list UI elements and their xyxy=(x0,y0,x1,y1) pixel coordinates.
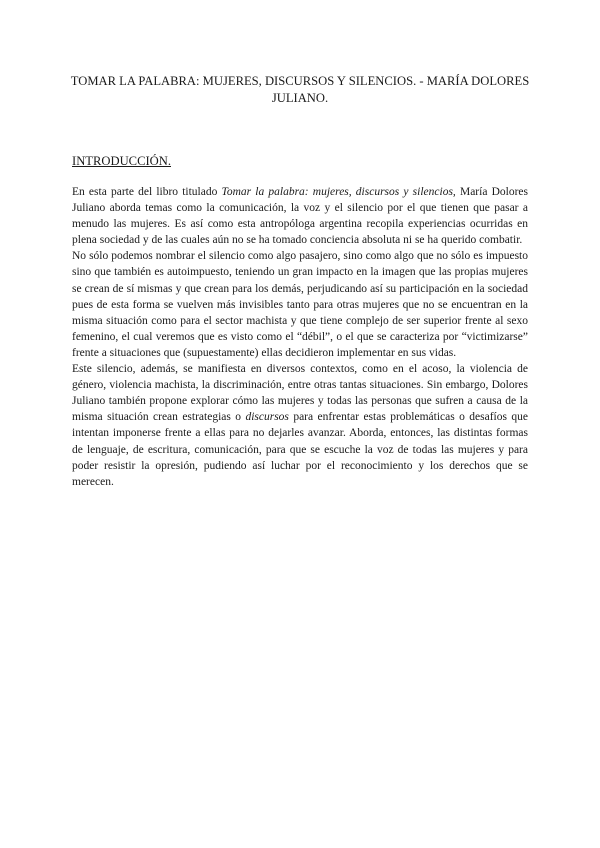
section-heading-introduccion: INTRODUCCIÓN. xyxy=(72,154,171,168)
paragraph-3-text-start: Este silencio, además, se manifiesta en diversos contextos, como en el acoso, la violencia de género, violencia machista, la discriminación, entre otras tantas situaciones. Sin embargo, Dolores Juliano también propone explorar cómo las mujeres y todas las personas que sufren a causa de la misma situación crean estrategias o xyxy=(72,363,528,424)
book-title-italic: Tomar la palabra: mujeres, discursos y silencios, xyxy=(221,186,456,198)
paragraph-1-text-end: María Dolores Juliano aborda temas como la comunicación, la voz y el silencio por el que tienen que pasar a menudo las mujeres. Es así como esta antropóloga argentina recopila experiencias ocurridas en plena sociedad y de las cuales aún no se ha tomado conciencia absoluta ni se ha querido combatir. xyxy=(72,186,528,247)
document-title: TOMAR LA PALABRA: MUJERES, DISCURSOS Y SILENCIOS. - MARÍA DOLORES JULIANO. xyxy=(70,74,530,105)
paragraph-3-text-end: para enfrentar estas problemáticas o desafíos que intentan imponerse frente a ellas para no dejarles avanzar. Aborda, entonces, las distintas formas de lenguaje, de escritura, comunicación, para que se escuche la voz de todas las mujeres y para poder resistir la opresión, pudiendo así luchar por el reconocimiento y los derechos que se merecen. xyxy=(72,411,529,488)
paragraph-1 xyxy=(72,184,528,248)
paragraph-1-text-start: En esta parte del libro titulado xyxy=(72,186,222,198)
document-body xyxy=(72,184,528,490)
paragraph-3 xyxy=(72,361,528,490)
paragraph-2: No sólo podemos nombrar el silencio como algo pasajero, sino como algo que no sólo es impuesto sino que también es autoimpuesto, teniendo un gran impacto en la imagen que las propias mujeres se crean de sí mismas y que crean para los demás, perjudicando así su participación en la sociedad pues de esta forma se vuelven más invisibles tanto para otras mujeres que no se encuentran en la misma situación como para el sector machista y que tiene complejo de ser superior frente al sexo femenino, el cual veremos que es visto como el “débil”, o el que se caracteriza por “victimizarse” frente a situaciones que (supuestamente) ellas decidieron implementar en sus vidas. xyxy=(72,250,528,359)
discursos-italic: discursos xyxy=(245,411,289,424)
